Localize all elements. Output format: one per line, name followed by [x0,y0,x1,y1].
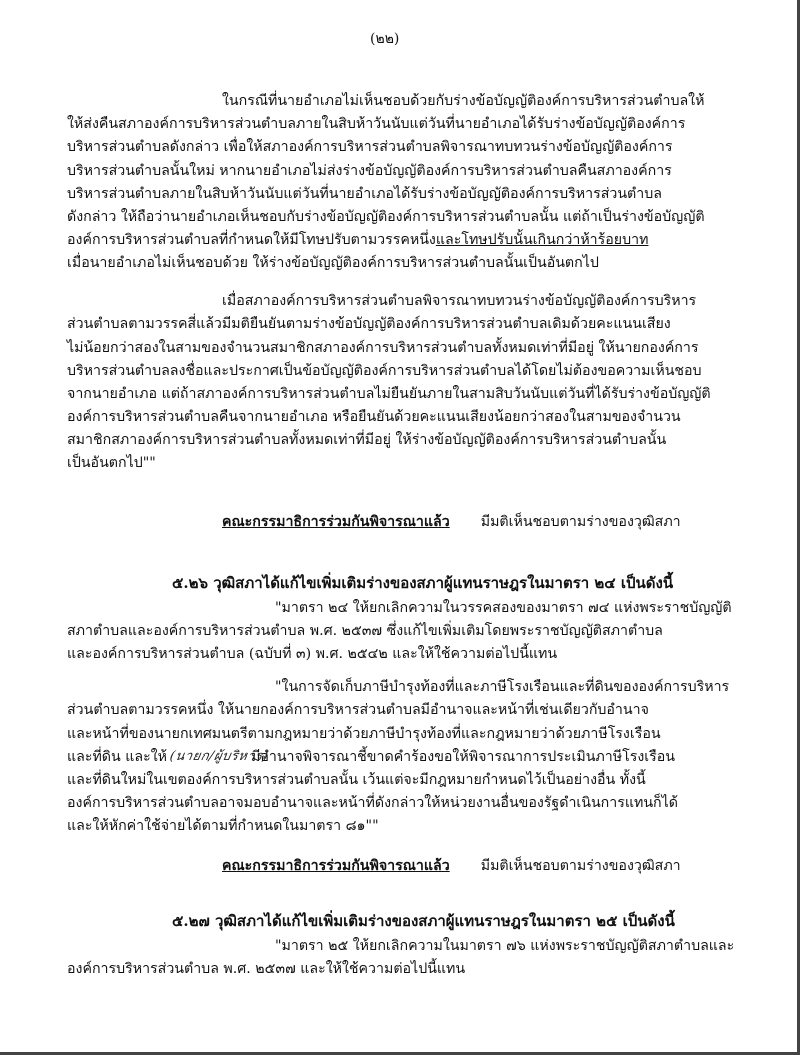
text-segment: องค์การบริหารส่วนตำบลที่กำหนดให้มีโทษปรับตามวรรคหนึ่ง [67,232,436,248]
committee-opinion: มีมติเห็นชอบตามร่างของวุฒิสภา [480,514,681,530]
handwritten-overlay: (นายก/ผู้บริหาร) [168,749,270,764]
text-line: สภาตำบลและองค์การบริหารส่วนตำบล พ.ศ. ๒๕๓๗ ซึ่งแก้ไขเพิ่มเติมโดยพระราชบัญญัติสภาตำบล [67,623,663,639]
text-line: สมาชิกสภาองค์การบริหารส่วนตำบลทั้งหมดเท่าที่มีอยู่ ให้ร่างข้อบัญญัติองค์การบริหารส่วนตำบลนั้น [67,432,667,448]
text-line: เมื่อนายอำเภอไม่เห็นชอบด้วย ให้ร่างข้อบัญญัติองค์การบริหารส่วนตำบลนั้นเป็นอันตกไป [67,255,599,271]
text-line: ดังกล่าว ให้ถือว่านายอำเภอเห็นชอบกับร่างข้อบัญญัติองค์การบริหารส่วนตำบลนั้น แต่ถ้าเป็นร่างข้อบัญญัติ [67,209,705,225]
text-line: และองค์การบริหารส่วนตำบล (ฉบับที่ ๓) พ.ศ. ๒๕๔๒ และให้ใช้ความต่อไปนี้แทน [67,646,558,662]
text-line: และให้หักค่าใช้จ่ายได้ตามที่กำหนดในมาตรา ๘๑"" [67,818,379,834]
text-line: บริหารส่วนตำบลลงชื่อและประกาศเป็นข้อบัญญัติองค์การบริหารส่วนตำบลได้โดยไม่ต้องขอความเห็นชอบ [67,363,702,379]
page-number: (๒๒) [370,31,400,47]
text-line: จากนายอำเภอ แต่ถ้าสภาองค์การบริหารส่วนตำบลไม่ยืนยันภายในสามสิบวันนับแต่วันที่ได้รับร่างข้อบัญญัติ [67,386,711,402]
text-line: และหน้าที่ของนายกเทศมนตรีตามกฎหมายว่าด้วยภาษีบำรุงท้องที่และกฎหมายว่าด้วยภาษีโรงเรือน [67,726,661,742]
section-heading: ๕.๒๗ วุฒิสภาได้แก้ไขเพิ่มเติมร่างของสภาผู้แทนราษฎรในมาตรา ๒๕ เป็นดังนี้ [172,912,675,930]
text-line: "ในการจัดเก็บภาษีบำรุงท้องที่และภาษีโรงเรือนและที่ดินขององค์การบริหาร [275,679,730,695]
text-line: ส่วนตำบลตามวรรคสี่แล้วมีมติยืนยันตามร่างข้อบัญญัติองค์การบริหารส่วนตำบลเดิมด้วยคะแนนเสียง [67,316,671,332]
text-line: ส่วนตำบลตามวรรคหนึ่ง ให้นายกองค์การบริหารส่วนตำบลมีอำนาจและหน้าที่เช่นเดียวกับอำนาจ [67,702,649,718]
text-line: องค์การบริหารส่วนตำบลคืนจากนายอำเภอ หรือยืนยันด้วยคะแนนเสียงน้อยกว่าสองในสามของจำนวน [67,409,681,425]
committee-resolution [222,511,681,533]
committee-label: คณะกรรมาธิการร่วมกันพิจารณาแล้ว [222,858,450,874]
underlined-amendment: และโทษปรับนั้นเกินกว่าห้าร้อยบาท [435,232,649,248]
text-line: และที่ดินใหม่ในเขตองค์การบริหารส่วนตำบลนั้น เว้นแต่จะมีกฎหมายกำหนดไว้เป็นอย่างอื่น ทั้งนี้ [67,772,646,788]
committee-opinion: มีมติเห็นชอบตามร่างของวุฒิสภา [480,858,681,874]
text-line: ไม่น้อยกว่าสองในสามของจำนวนสมาชิกสภาองค์การบริหารส่วนตำบลทั้งหมดเท่าที่มีอยู่ ให้นายกองค์การ [67,340,699,356]
text-line: "มาตรา ๒๕ ให้ยกเลิกความในมาตรา ๗๖ แห่งพระราชบัญญัติสภาตำบลและ [275,938,735,954]
text-line: ให้ส่งคืนสภาองค์การบริหารส่วนตำบลภายในสิบห้าวันนับแต่วันที่นายอำเภอได้รับร่างข้อบัญญัติองค์การ [67,116,686,132]
text-line: องค์การบริหารส่วนตำบล พ.ศ. ๒๕๓๗ และให้ใช้ความต่อไปนี้แทน [67,961,466,977]
text-line: องค์การบริหารส่วนตำบลอาจมอบอำนาจและหน้าที่ดังกล่าวให้หน่วยงานอื่นของรัฐดำเนินการแทนก็ได้ [67,795,678,811]
text-segment: และที่ดิน และให้ [67,749,167,765]
text-line [67,229,648,251]
text-line: บริหารส่วนตำบลภายในสิบห้าวันนับแต่วันที่นายอำเภอได้รับร่างข้อบัญญัติองค์การบริหารส่วนตำบล [67,186,662,202]
section-heading: ๕.๒๖ วุฒิสภาได้แก้ไขเพิ่มเติมร่างของสภาผู้แทนราษฎรในมาตรา ๒๔ เป็นดังนี้ [172,574,674,592]
text-line: บริหารส่วนตำบลนั้นใหม่ หากนายอำเภอไม่ส่งร่างข้อบัญญัติองค์การบริหารส่วนตำบลคืนสภาองค์การ [67,163,672,179]
text-line: ในกรณีที่นายอำเภอไม่เห็นชอบด้วยกับร่างข้อบัญญัติองค์การบริหารส่วนตำบลให้ [222,93,705,109]
text-line: เมื่อสภาองค์การบริหารส่วนตำบลพิจารณาทบทวนร่างข้อบัญญัติองค์การบริหาร [222,293,697,309]
text-line: เป็นอันตกไป"" [67,455,156,471]
text-segment: มีอำนาจพิจารณาชี้ขาดคำร้องขอให้พิจารณาการประเมินภาษีโรงเรือน [250,749,675,765]
text-line [67,746,675,768]
text-line: "มาตรา ๒๔ ให้ยกเลิกความในวรรคสองของมาตรา ๗๔ แห่งพระราชบัญญัติ [275,600,732,616]
committee-label: คณะกรรมาธิการร่วมกันพิจารณาแล้ว [222,514,450,530]
committee-resolution [222,855,681,877]
text-line: บริหารส่วนตำบลดังกล่าว เพื่อให้สภาองค์การบริหารส่วนตำบลพิจารณาทบทวนร่างข้อบัญญัติองค์การ [67,139,673,155]
